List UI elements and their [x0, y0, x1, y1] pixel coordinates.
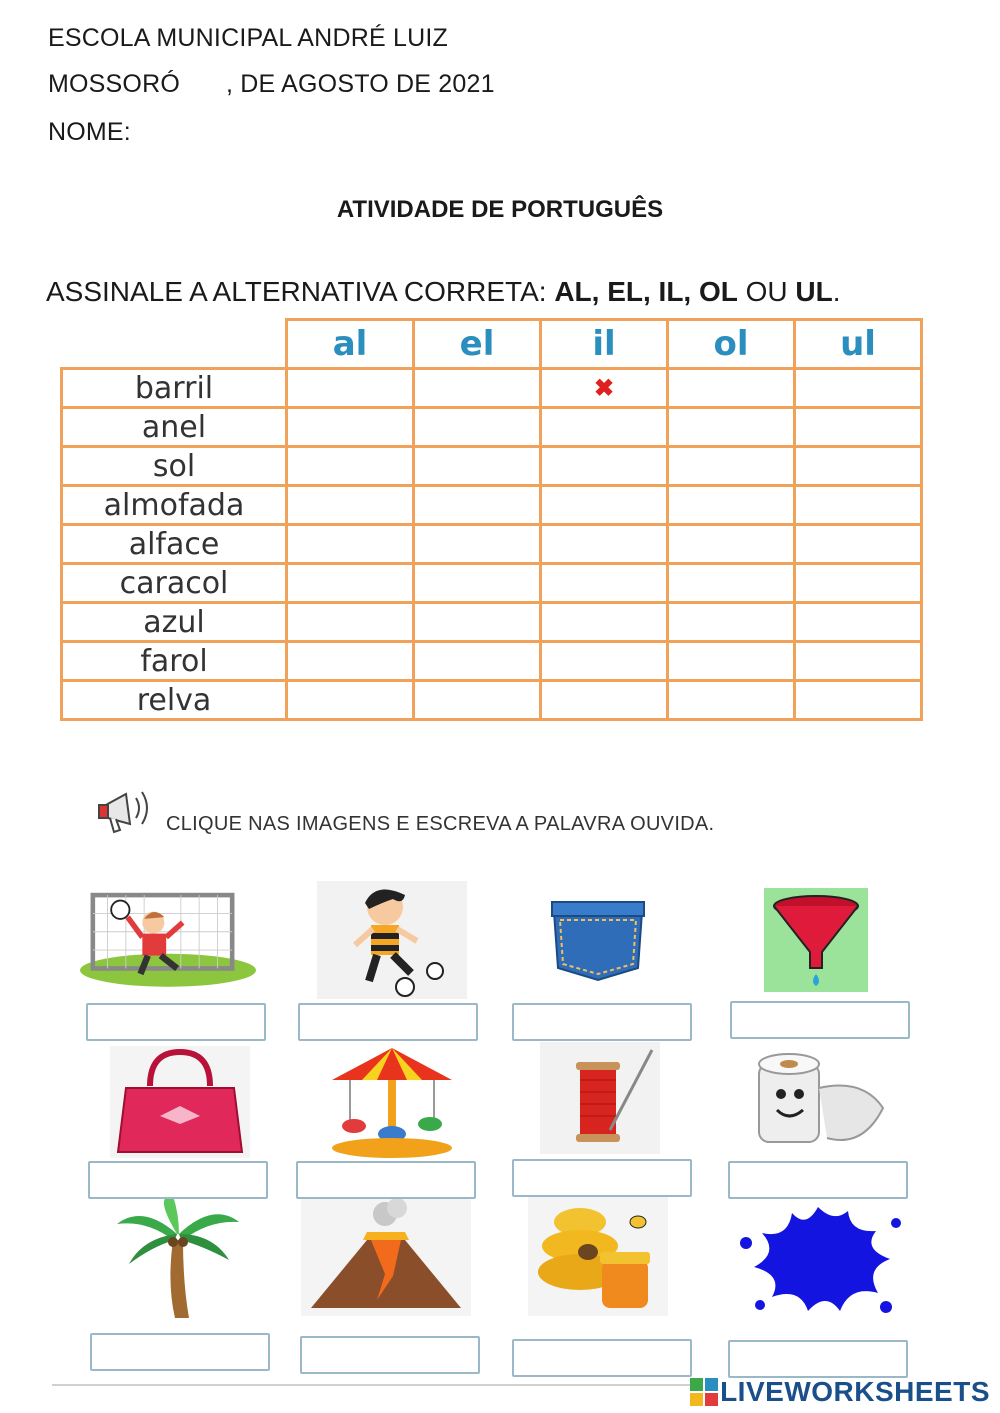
carousel-icon[interactable]	[304, 1042, 480, 1162]
image-card	[510, 1196, 686, 1316]
option-cell-il[interactable]	[541, 408, 668, 447]
answer-input[interactable]	[730, 1001, 910, 1039]
table-row	[62, 447, 922, 486]
option-cell-ol[interactable]	[668, 564, 795, 603]
instruction	[46, 276, 841, 308]
answer-input[interactable]	[512, 1159, 692, 1197]
liveworksheets-icon	[690, 1378, 720, 1406]
x-mark-icon: ✖	[593, 374, 615, 402]
soccer-boy-icon[interactable]	[304, 880, 480, 1000]
option-cell-al[interactable]	[287, 642, 414, 681]
word-cell: azul	[62, 603, 287, 642]
answer-input[interactable]	[512, 1339, 692, 1377]
option-cell-ol[interactable]	[668, 642, 795, 681]
audio-instruction-text: CLIQUE NAS IMAGENS E ESCREVA A PALAVRA OUVIDA.	[166, 813, 715, 835]
option-cell-el[interactable]	[414, 525, 541, 564]
option-cell-il[interactable]	[541, 447, 668, 486]
image-card	[510, 880, 686, 1000]
answer-input[interactable]	[300, 1336, 480, 1374]
option-cell-al[interactable]	[287, 447, 414, 486]
image-card	[304, 880, 480, 1000]
instruction-connector: OU	[737, 276, 796, 307]
handbag-icon[interactable]	[92, 1042, 268, 1162]
answer-input[interactable]	[512, 1003, 692, 1041]
answer-input[interactable]	[88, 1161, 268, 1199]
answer-input[interactable]	[298, 1003, 478, 1041]
option-cell-al[interactable]	[287, 525, 414, 564]
funnel-icon[interactable]	[728, 880, 904, 1000]
table-row	[62, 369, 922, 408]
table-header-row	[62, 320, 922, 369]
image-card	[730, 1042, 906, 1162]
instruction-end: .	[832, 276, 841, 307]
school-name: ESCOLA MUNICIPAL ANDRÉ LUIZ	[48, 24, 448, 52]
option-cell-al[interactable]	[287, 486, 414, 525]
option-cell-ul[interactable]	[795, 408, 922, 447]
option-cell-ol[interactable]	[668, 603, 795, 642]
answer-input[interactable]	[86, 1003, 266, 1041]
option-cell-el[interactable]	[414, 369, 541, 408]
word-cell: alface	[62, 525, 287, 564]
image-card	[298, 1196, 474, 1316]
option-cell-ol[interactable]	[668, 525, 795, 564]
volcano-icon[interactable]	[298, 1196, 474, 1316]
image-card	[728, 880, 904, 1000]
option-cell-el[interactable]	[414, 486, 541, 525]
word-cell: sol	[62, 447, 287, 486]
table-row	[62, 681, 922, 720]
footer-divider	[52, 1384, 692, 1386]
thread-spool-icon[interactable]	[512, 1038, 688, 1158]
table-row	[62, 486, 922, 525]
option-cell-il[interactable]	[541, 525, 668, 564]
option-cell-ul[interactable]	[795, 564, 922, 603]
option-cell-il[interactable]	[541, 603, 668, 642]
option-cell-el[interactable]	[414, 603, 541, 642]
answer-input[interactable]	[728, 1340, 908, 1378]
syllable-table	[60, 318, 923, 721]
image-card	[512, 1038, 688, 1158]
brand-name: LIVEWORKSHEETS	[720, 1376, 990, 1407]
city-date-line	[48, 70, 495, 99]
date: , DE AGOSTO DE 2021	[225, 70, 495, 98]
column-header: el	[414, 320, 541, 369]
city: MOSSORÓ	[48, 70, 180, 98]
option-cell-ol[interactable]	[668, 408, 795, 447]
beehive-icon[interactable]	[510, 1196, 686, 1316]
option-cell-il[interactable]	[541, 681, 668, 720]
option-cell-ul[interactable]	[795, 681, 922, 720]
answer-input[interactable]	[728, 1161, 908, 1199]
goalkeeper-icon[interactable]	[80, 880, 256, 1000]
brand-logo	[690, 1376, 990, 1408]
word-cell: anel	[62, 408, 287, 447]
word-cell: barril	[62, 369, 287, 408]
megaphone-icon[interactable]	[96, 784, 160, 838]
palm-tree-icon[interactable]	[90, 1196, 266, 1316]
audio-instruction-row	[96, 784, 714, 838]
option-cell-ul[interactable]	[795, 486, 922, 525]
instruction-prefix: ASSINALE A ALTERNATIVA CORRETA:	[46, 276, 555, 307]
option-cell-el[interactable]	[414, 681, 541, 720]
table-row	[62, 642, 922, 681]
option-cell-ol[interactable]	[668, 447, 795, 486]
answer-input[interactable]	[90, 1333, 270, 1371]
word-cell: almofada	[62, 486, 287, 525]
option-cell-il[interactable]	[541, 486, 668, 525]
paint-splash-icon[interactable]	[730, 1196, 906, 1316]
option-cell-ul[interactable]	[795, 603, 922, 642]
option-cell-ul[interactable]	[795, 525, 922, 564]
word-cell: caracol	[62, 564, 287, 603]
table-row	[62, 603, 922, 642]
option-cell-al[interactable]	[287, 564, 414, 603]
image-card	[304, 1042, 480, 1162]
option-cell-il[interactable]	[541, 564, 668, 603]
option-cell-ul[interactable]	[795, 642, 922, 681]
column-header: ul	[795, 320, 922, 369]
option-cell-il[interactable]	[541, 642, 668, 681]
word-cell: farol	[62, 642, 287, 681]
image-card	[730, 1196, 906, 1316]
word-cell: relva	[62, 681, 287, 720]
option-cell-ul[interactable]	[795, 447, 922, 486]
option-cell-el[interactable]	[414, 564, 541, 603]
option-cell-el[interactable]	[414, 447, 541, 486]
table-row	[62, 408, 922, 447]
image-card	[80, 880, 256, 1000]
table-row	[62, 564, 922, 603]
option-cell-ol[interactable]	[668, 369, 795, 408]
option-cell-el[interactable]	[414, 408, 541, 447]
instruction-last-option: UL	[795, 276, 833, 307]
column-header: il	[541, 320, 668, 369]
image-card	[92, 1042, 268, 1162]
table-corner	[62, 320, 287, 369]
option-cell-al[interactable]	[287, 408, 414, 447]
option-cell-al[interactable]	[287, 681, 414, 720]
instruction-options: AL, EL, IL, OL	[554, 276, 738, 307]
option-cell-al[interactable]	[287, 603, 414, 642]
answer-input[interactable]	[296, 1161, 476, 1199]
jeans-pocket-icon[interactable]	[510, 880, 686, 1000]
toilet-paper-icon[interactable]	[730, 1042, 906, 1162]
option-cell-il[interactable]	[541, 369, 668, 408]
option-cell-ol[interactable]	[668, 486, 795, 525]
page-title: ATIVIDADE DE PORTUGUÊS	[336, 196, 664, 223]
option-cell-al[interactable]	[287, 369, 414, 408]
column-header: al	[287, 320, 414, 369]
name-label: NOME:	[48, 118, 131, 146]
column-header: ol	[668, 320, 795, 369]
option-cell-ol[interactable]	[668, 681, 795, 720]
table-row	[62, 525, 922, 564]
image-card	[90, 1196, 266, 1316]
option-cell-ul[interactable]	[795, 369, 922, 408]
option-cell-el[interactable]	[414, 642, 541, 681]
